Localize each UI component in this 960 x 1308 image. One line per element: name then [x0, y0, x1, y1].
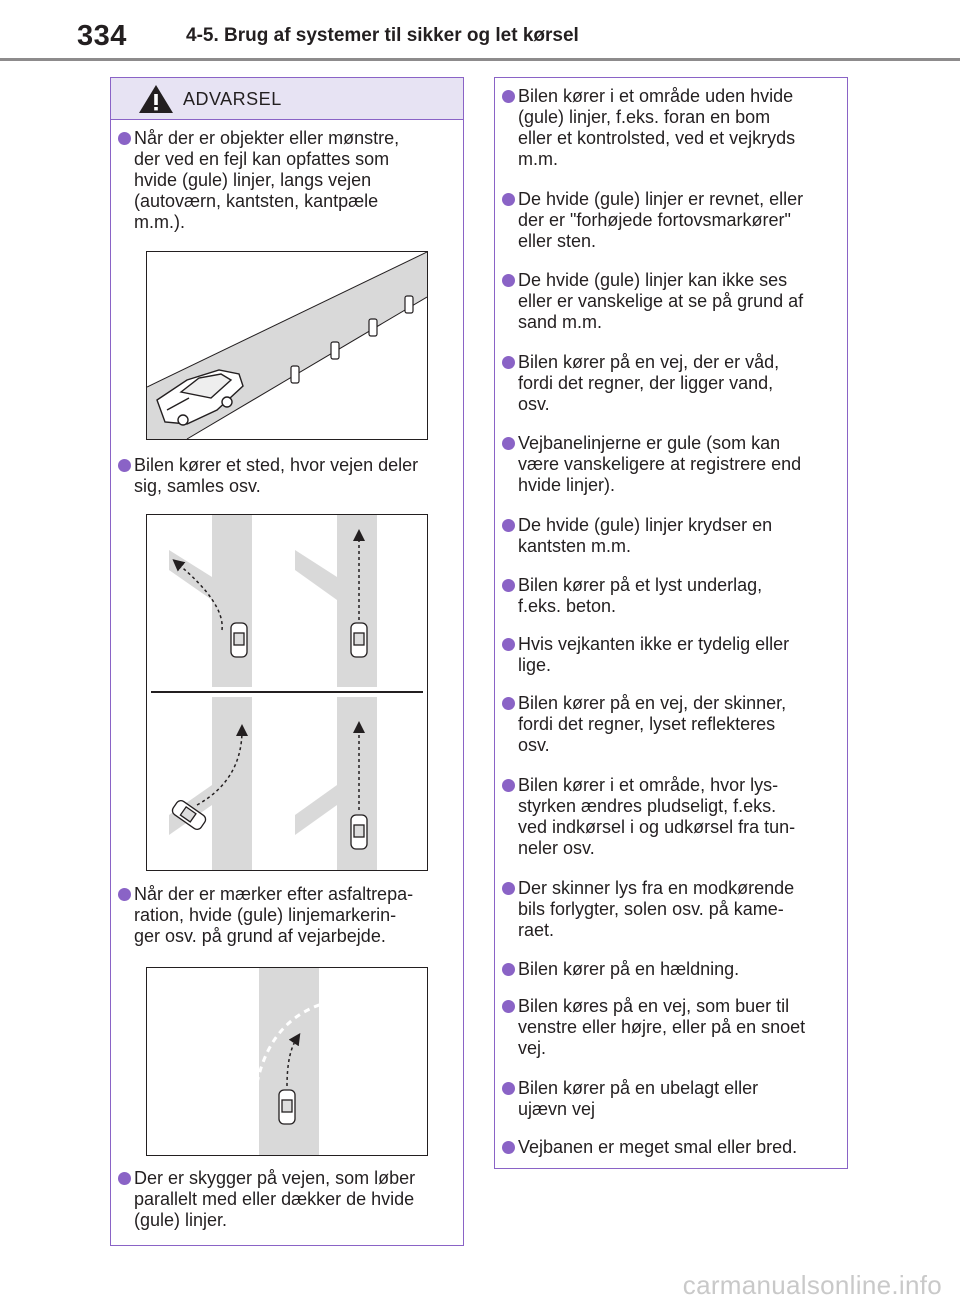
list-item — [502, 86, 842, 170]
list-item-text: Vejbanelinjerne er gule (som kan være vanskeligere at registrere end hvide linjer). — [518, 433, 802, 495]
bullet-icon — [118, 132, 131, 145]
road-repair-illustration — [147, 968, 427, 1155]
bullet-icon — [502, 882, 515, 895]
list-item — [502, 515, 842, 557]
figure-roadside-posts — [146, 251, 428, 440]
list-item — [502, 634, 842, 676]
bullet-icon — [502, 356, 515, 369]
bullet-icon — [502, 579, 515, 592]
warning-item-text: Bilen kører et sted, hvor vejen deler sig, samles osv. — [134, 455, 419, 496]
warning-item-text: Når der er objekter eller mønstre, der ved en fejl kan opfattes som hvide (gule) linjer, langs vejen (autoværn, kantsten, kantpæle m.m.). — [134, 128, 400, 232]
list-item — [502, 1137, 842, 1158]
bullet-icon — [502, 193, 515, 206]
list-item — [502, 878, 842, 941]
bullet-icon — [502, 963, 515, 976]
page-header — [0, 0, 960, 64]
warning-item — [118, 128, 458, 233]
bullet-icon — [502, 90, 515, 103]
bullet-icon — [118, 888, 131, 901]
list-item — [502, 775, 842, 859]
list-item-text: Hvis vejkanten ikke er tydelig eller lige. — [518, 634, 790, 675]
list-item — [502, 575, 842, 617]
bullet-icon — [502, 779, 515, 792]
right-panel — [494, 77, 848, 1169]
bullet-icon — [502, 437, 515, 450]
page-number: 334 — [77, 20, 127, 52]
warning-panel — [110, 77, 464, 1246]
bullet-icon — [502, 1082, 515, 1095]
list-item-text: Vejbanen er meget smal eller bred. — [518, 1137, 798, 1157]
warning-header — [111, 78, 463, 120]
bullet-icon — [502, 519, 515, 532]
list-item-text: De hvide (gule) linjer kan ikke ses eller er vanskelige at se på grund af sand m.m. — [518, 270, 804, 332]
header-rule — [0, 58, 960, 61]
warning-item-text: Der er skygger på vejen, som løber parallelt med eller dækker de hvide (gule) linjer. — [134, 1168, 416, 1230]
list-item-text: De hvide (gule) linjer er revnet, eller der er "forhøjede fortovsmarkører" eller sten. — [518, 189, 804, 251]
bullet-icon — [502, 638, 515, 651]
figure-road-split-merge — [146, 514, 428, 871]
bullet-icon — [502, 1000, 515, 1013]
bullet-icon — [118, 1172, 131, 1185]
list-item — [502, 959, 842, 980]
bullet-icon — [118, 459, 131, 472]
list-item — [502, 693, 842, 756]
list-item-text: Bilen kører på en vej, der er våd, fordi det regner, der ligger vand, osv. — [518, 352, 780, 414]
car-icon — [351, 815, 367, 849]
list-item-text: Bilen kører på et lyst underlag, f.eks. beton. — [518, 575, 763, 616]
warning-triangle-icon — [138, 84, 174, 114]
figure-road-repair-marks — [146, 967, 428, 1156]
car-icon — [231, 623, 247, 657]
warning-item — [118, 1168, 458, 1231]
watermark: carmanualsonline.info — [682, 1270, 942, 1300]
warning-item-text: Når der er mærker efter asfaltrepa- ration, hvide (gule) linjemarkerin- ger osv. på grund af vejarbejde. — [134, 884, 414, 946]
list-item — [502, 1078, 842, 1120]
car-icon — [279, 1090, 295, 1124]
list-item-text: Bilen kører i et område, hvor lys- styrken ændres pludseligt, f.eks. ved indkørsel i og udkørsel fra tun- neler osv. — [518, 775, 796, 858]
roadside-posts-illustration — [147, 252, 427, 439]
list-item — [502, 270, 842, 333]
list-item-text: Bilen kører på en ubelagt eller ujævn vej — [518, 1078, 759, 1119]
car-icon — [351, 623, 367, 657]
warning-item — [118, 455, 458, 497]
list-item-text: Bilen køres på en vej, som buer til venstre eller højre, eller på en snoet vej. — [518, 996, 806, 1058]
list-item — [502, 433, 842, 496]
road-split-merge-illustration — [147, 515, 427, 870]
list-item — [502, 189, 842, 252]
bullet-icon — [502, 1141, 515, 1154]
list-item-text: Bilen kører i et område uden hvide (gule) linjer, f.eks. foran en bom eller et kontrolsted, ved et vejkryds m.m. — [518, 86, 796, 169]
list-item-text: De hvide (gule) linjer krydser en kantsten m.m. — [518, 515, 773, 556]
list-item — [502, 996, 842, 1059]
list-item — [502, 352, 842, 415]
bullet-icon — [502, 697, 515, 710]
list-item-text: Bilen kører på en vej, der skinner, fordi det regner, lyset reflekteres osv. — [518, 693, 787, 755]
list-item-text: Der skinner lys fra en modkørende bils forlygter, solen osv. på kame- raet. — [518, 878, 795, 940]
warning-item — [118, 884, 458, 947]
section-title: 4-5. Brug af systemer til sikker og let kørsel — [186, 25, 579, 46]
warning-title: ADVARSEL — [183, 89, 282, 109]
bullet-icon — [502, 274, 515, 287]
list-item-text: Bilen kører på en hældning. — [518, 959, 740, 979]
